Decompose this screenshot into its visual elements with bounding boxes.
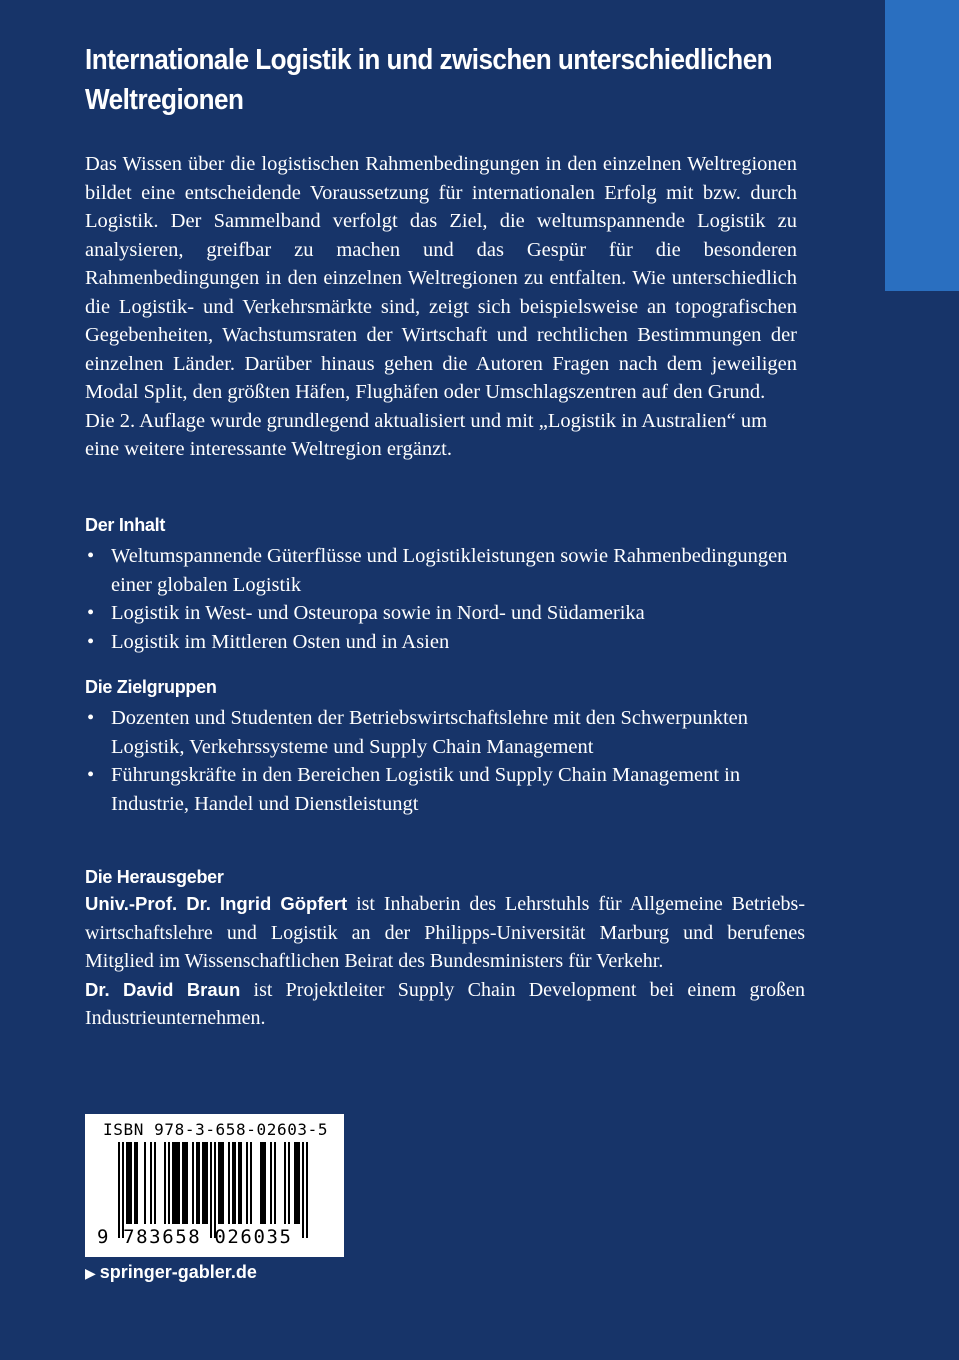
barcode-bar bbox=[296, 1142, 298, 1224]
content-heading: Der Inhalt bbox=[85, 515, 166, 535]
barcode-bar bbox=[182, 1142, 184, 1224]
barcode-bar bbox=[118, 1142, 120, 1238]
barcode-bar bbox=[288, 1142, 290, 1224]
publisher-website bbox=[85, 1262, 257, 1283]
barcode-bar bbox=[186, 1142, 188, 1224]
barcode-bar bbox=[210, 1142, 212, 1238]
barcode-bar bbox=[206, 1142, 208, 1224]
barcode-bar bbox=[202, 1142, 204, 1224]
bullet-icon: • bbox=[87, 630, 95, 653]
barcode-bar bbox=[126, 1142, 128, 1224]
barcode-bar bbox=[184, 1142, 186, 1224]
website-link: springer-gabler.de bbox=[99, 1262, 257, 1282]
isbn-barcode bbox=[85, 1114, 344, 1257]
barcode-bar bbox=[134, 1142, 136, 1224]
barcode-bar bbox=[136, 1142, 138, 1224]
barcode-bar bbox=[222, 1142, 224, 1224]
editor-bio: Univ.-Prof. Dr. Ingrid Göpfert ist Inhaberin des Lehrstuhls für Allgemeine Betriebswirtschaftslehre und Logistik an der Philipps-Universität Marburg und berufenes Mitglied im Wissenschaftlichen Beirat des Bundesministers für Verkehr. bbox=[85, 893, 805, 972]
barcode-bar bbox=[264, 1142, 266, 1224]
barcode-bar bbox=[128, 1142, 130, 1224]
arrow-right-icon: ▶ bbox=[85, 1265, 96, 1281]
barcode-bar bbox=[240, 1142, 242, 1224]
bullet-icon: • bbox=[87, 602, 95, 624]
barcode-bar bbox=[228, 1142, 230, 1224]
isbn-label: ISBN 978-3-658-02603-5 bbox=[103, 1120, 329, 1139]
accent-bar bbox=[885, 0, 959, 291]
barcode-bar bbox=[246, 1142, 248, 1224]
content-list bbox=[85, 542, 805, 656]
bullet-icon: • bbox=[87, 707, 95, 729]
barcode-bar bbox=[198, 1142, 200, 1224]
bullet-icon: • bbox=[87, 764, 95, 786]
barcode-bar bbox=[172, 1142, 174, 1224]
barcode-bar bbox=[298, 1142, 300, 1224]
audience-list bbox=[85, 704, 805, 818]
barcode-bar bbox=[168, 1142, 170, 1224]
book-title: Internationale Logistik in und zwischen unterschiedlichen Weltregionen bbox=[85, 44, 773, 116]
barcode-bar bbox=[270, 1142, 272, 1224]
barcode-bar bbox=[144, 1142, 146, 1224]
barcode-bar bbox=[284, 1142, 286, 1224]
editor-name: Univ.-Prof. Dr. Ingrid Göpfert bbox=[85, 893, 348, 914]
ean-digits: 9 783658 026035 bbox=[97, 1226, 293, 1248]
barcode-bar bbox=[154, 1142, 156, 1224]
barcode-bar bbox=[178, 1142, 180, 1224]
barcode-bar bbox=[218, 1142, 220, 1224]
barcode-bar bbox=[164, 1142, 166, 1224]
barcode-bar bbox=[174, 1142, 176, 1224]
barcode-bar bbox=[250, 1142, 252, 1224]
barcode-bar bbox=[238, 1142, 240, 1224]
edition-note: Die 2. Auflage wurde grundlegend aktualisiert und mit „Logistik in Australien“ um eine weitere interessante Weltregion ergänzt. bbox=[85, 409, 768, 460]
list-item: • Weltumspannende Güterflüsse und Logistikleistungen sowie Rahmenbedingungen einer globalen Logistik bbox=[85, 542, 805, 599]
back-cover-text bbox=[85, 40, 805, 1029]
barcode-bar bbox=[122, 1142, 124, 1238]
content-section bbox=[85, 512, 805, 656]
editors-heading: Die Herausgeber bbox=[85, 867, 224, 887]
intro-paragraph: Das Wissen über die logistischen Rahmenbedingungen in den einzelnen Weltregionen bildet eine entscheidende Voraussetzung für internationalen Erfolg mit bzw. durch Logistik. Der Sammelband verfolgt das Ziel, die weltumspannende Logistik zu analysieren, greifbar zu machen und das Gespür für die besonderen Rahmenbedingungen in den einzelnen Weltregionen zu entfalten. Wie unterschiedlich die Logistik- und Verkehrsmärkte sind, zeigt sich beispielsweise an topografischen Gegebenheiten, Wachstumsraten der Wirtschaft und rechtlichen Bestimmungen der einzelnen Länder. Darüber hinaus gehen die Autoren Fragen nach dem jeweiligen Modal Split, den größten Häfen, Flughäfen oder Umschlagszentren auf den Grund. bbox=[85, 153, 797, 403]
audience-heading: Die Zielgruppen bbox=[85, 677, 217, 697]
barcode-bar bbox=[130, 1142, 132, 1224]
barcode-bar bbox=[150, 1142, 152, 1224]
editors-section bbox=[85, 864, 805, 1033]
list-item: • Führungskräfte in den Bereichen Logistik und Supply Chain Management in Industrie, Handel und Dienstleistungt bbox=[85, 761, 805, 818]
list-item: • Logistik in West- und Osteuropa sowie in Nord- und Südamerika bbox=[85, 599, 805, 628]
list-item: • Logistik im Mittleren Osten und in Asien bbox=[85, 628, 805, 657]
barcode-bar bbox=[262, 1142, 264, 1224]
barcode-bar bbox=[274, 1142, 276, 1224]
barcode-bar bbox=[234, 1142, 236, 1224]
barcode-bar bbox=[176, 1142, 178, 1224]
audience-section bbox=[85, 674, 805, 818]
editor-bio: Dr. David Braun ist Projektleiter Supply Chain Development bei einem großen Industrieunternehmen. bbox=[85, 978, 805, 1029]
barcode-bar bbox=[214, 1142, 216, 1238]
barcode-bar bbox=[260, 1142, 262, 1224]
barcode-bar bbox=[196, 1142, 198, 1224]
bullet-icon: • bbox=[87, 545, 95, 567]
list-item: • Dozenten und Studenten der Betriebswirtschaftslehre mit den Schwerpunkten Logistik, Verkehrssysteme und Supply Chain Management bbox=[85, 704, 805, 761]
barcode-bar bbox=[306, 1142, 308, 1238]
barcode-bar bbox=[232, 1142, 234, 1224]
barcode-bar bbox=[220, 1142, 222, 1224]
barcode-bar bbox=[294, 1142, 296, 1224]
intro-block bbox=[85, 150, 797, 464]
barcode-bar bbox=[204, 1142, 206, 1224]
editor-name: Dr. David Braun bbox=[85, 978, 241, 1000]
barcode-bar bbox=[192, 1142, 194, 1224]
barcode-bar bbox=[302, 1142, 304, 1238]
